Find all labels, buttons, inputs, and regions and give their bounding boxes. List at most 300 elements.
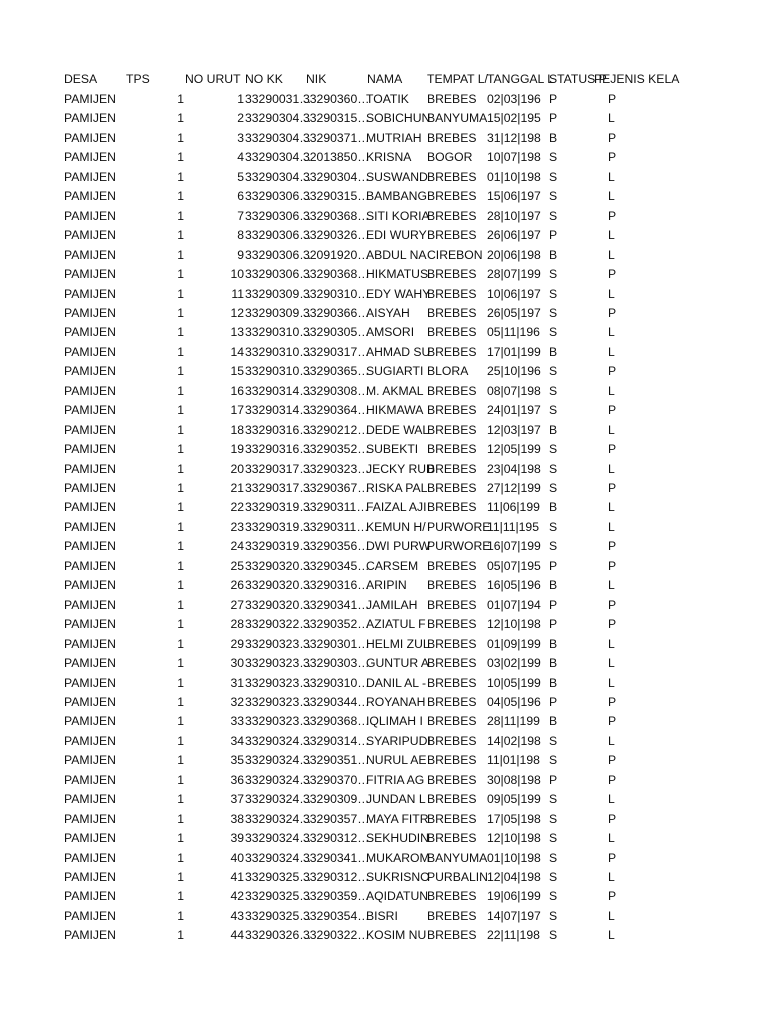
cell-no-urut: 12 [230,305,244,320]
cell-no-kk: 33290320… [245,578,312,593]
cell-no-urut: 37 [230,792,244,807]
cell-no-kk: 33290323… [245,636,312,651]
cell-tps: 1 [177,344,184,359]
cell-status: P [549,597,558,612]
cell-desa: PAMIJEN [64,325,116,340]
table-row [0,732,768,751]
table-row [0,557,768,576]
cell-nama: SUBEKTI [366,442,419,457]
cell-tanggal: 05|11|196 [487,325,540,340]
cell-no-urut: 38 [230,811,244,826]
cell-no-kk: 33290306… [245,267,312,282]
cell-no-urut: 42 [230,889,244,904]
cell-status: B [549,675,558,690]
cell-jenis: P [608,305,617,320]
cell-no-urut: 44 [230,928,244,943]
cell-nik: 33290341… [303,597,370,612]
cell-tanggal: 08|07|198 [487,383,541,398]
cell-tempat: BREBES [427,597,477,612]
cell-tanggal: 09|05|199 [487,792,541,807]
cell-nik: 33290359… [303,889,370,904]
cell-nik: 33290314… [303,733,370,748]
cell-no-kk: 33290324… [245,850,312,865]
cell-jenis: P [608,617,617,632]
cell-desa: PAMIJEN [64,169,116,184]
cell-no-urut: 28 [230,617,244,632]
cell-tempat: BREBES [427,305,477,320]
cell-jenis: P [608,597,617,612]
cell-no-kk: 33290306… [245,189,312,204]
cell-no-kk: 33290323… [245,694,312,709]
cell-no-kk: 33290324… [245,772,312,787]
cell-status: S [549,539,558,554]
cell-tanggal: 16|05|196 [487,578,541,593]
cell-tempat: BREBES [427,753,477,768]
cell-jenis: L [608,831,615,846]
cell-status: S [549,461,558,476]
cell-jenis: P [608,889,617,904]
cell-tanggal: 01|10|198 [487,169,541,184]
cell-status: P [549,558,558,573]
cell-nik: 33290352… [303,442,370,457]
cell-nama: HELMI ZUL [366,636,430,651]
cell-tempat: BREBES [427,694,477,709]
cell-status: B [549,578,558,593]
cell-nama: BAMBANG [366,189,427,204]
cell-tps: 1 [177,811,184,826]
cell-status: P [549,111,558,126]
cell-tempat: BREBES [427,344,477,359]
cell-tps: 1 [177,500,184,515]
cell-tps: 1 [177,656,184,671]
cell-tps: 1 [177,636,184,651]
cell-no-kk: 33290031… [245,92,312,106]
table-row [0,810,768,829]
table-row [0,790,768,809]
cell-no-kk: 33290324… [245,831,312,846]
cell-no-urut: 7 [237,208,244,223]
cell-no-urut: 33 [230,714,244,729]
cell-no-kk: 33290323… [245,656,312,671]
cell-tps: 1 [177,228,184,243]
cell-no-kk: 33290325… [245,870,312,884]
cell-no-kk: 33290310… [245,325,312,340]
cell-status: B [549,247,558,262]
cell-tps: 1 [177,305,184,320]
cell-nik: 33290352… [303,617,370,632]
cell-nik: 33290360… [303,92,370,106]
cell-no-urut: 35 [230,753,244,768]
cell-jenis: L [608,189,615,204]
cell-nik: 33290341… [303,850,370,865]
header-tanggal: TANGGAL L [487,72,555,86]
cell-nama: SUSWAND [366,169,428,184]
cell-desa: PAMIJEN [64,519,116,534]
cell-desa: PAMIJEN [64,870,116,884]
cell-nik: 33290310… [303,286,370,301]
cell-tps: 1 [177,92,184,106]
cell-desa: PAMIJEN [64,500,116,515]
cell-desa: PAMIJEN [64,461,116,476]
cell-tps: 1 [177,364,184,379]
cell-no-urut: 31 [230,675,244,690]
cell-nama: ABDUL NA [366,247,427,262]
cell-status: S [549,150,558,165]
cell-desa: PAMIJEN [64,422,116,437]
cell-no-kk: 33290309… [245,305,312,320]
table-row [0,674,768,693]
cell-jenis: L [608,675,615,690]
cell-nama: AQIDATUN [366,889,429,904]
cell-jenis: P [608,442,617,457]
cell-jenis: P [608,267,617,282]
cell-nama: TOATIK [366,92,409,106]
table-row [0,654,768,673]
cell-tanggal: 12|10|198 [487,617,541,632]
cell-no-kk: 33290325… [245,908,312,923]
cell-status: S [549,364,558,379]
cell-tanggal: 15|02|195 [487,111,541,126]
cell-tps: 1 [177,870,184,884]
cell-nama: AISYAH [366,305,410,320]
cell-tempat: PURWORE [427,519,491,534]
cell-no-kk: 33290314… [245,383,312,398]
cell-no-urut: 3 [237,130,244,145]
cell-desa: PAMIJEN [64,247,116,262]
cell-nik: 33290212… [303,422,370,437]
cell-no-kk: 33290323… [245,714,312,729]
cell-nama: FITRIA AG [366,772,425,787]
cell-status: S [549,850,558,865]
cell-tps: 1 [177,675,184,690]
cell-nama: SOBICHUN [366,111,431,126]
cell-status: P [549,772,558,787]
cell-desa: PAMIJEN [64,656,116,671]
cell-nik: 33290367… [303,481,370,495]
cell-desa: PAMIJEN [64,753,116,768]
cell-no-urut: 21 [230,481,244,495]
cell-tps: 1 [177,578,184,593]
cell-tps: 1 [177,383,184,398]
table-row [0,304,768,323]
cell-jenis: P [608,694,617,709]
cell-tempat: BREBES [427,656,477,671]
cell-nama: M. AKMAL [366,383,424,398]
cell-jenis: P [608,150,617,165]
cell-jenis: L [608,519,615,534]
header-nik: NIK [306,72,327,86]
cell-status: S [549,753,558,768]
cell-tempat: BREBES [427,208,477,223]
cell-tps: 1 [177,442,184,457]
cell-tempat: BREBES [427,811,477,826]
cell-jenis: L [608,286,615,301]
cell-nik: 33290311… [303,500,369,515]
cell-desa: PAMIJEN [64,578,116,593]
cell-tanggal: 19|06|199 [487,889,541,904]
cell-jenis: L [608,247,615,262]
cell-no-kk: 33290320… [245,597,312,612]
cell-tanggal: 17|01|199 [487,344,541,359]
cell-jenis: L [608,733,615,748]
cell-tps: 1 [177,169,184,184]
cell-no-kk: 33290309… [245,286,312,301]
cell-no-kk: 33290306… [245,247,312,262]
cell-jenis: P [608,364,617,379]
cell-tps: 1 [177,461,184,476]
cell-no-kk: 33290319… [245,519,312,534]
cell-nama: DWI PURW [366,539,431,554]
cell-nama: JAMILAH [366,597,418,612]
cell-tps: 1 [177,831,184,846]
cell-jenis: P [608,850,617,865]
table-row [0,90,768,109]
cell-tps: 1 [177,772,184,787]
cell-tanggal: 12|05|199 [487,442,541,457]
table-row [0,635,768,654]
cell-desa: PAMIJEN [64,831,116,846]
cell-tanggal: 16|07|199 [487,539,541,554]
cell-no-urut: 4 [237,150,244,165]
cell-tanggal: 25|10|196 [487,364,541,379]
cell-status: S [549,286,558,301]
table-row [0,712,768,731]
table-row [0,246,768,265]
cell-tempat: BREBES [427,636,477,651]
cell-jenis: L [608,792,615,807]
cell-no-urut: 27 [230,597,244,612]
cell-nik: 33290312… [303,831,370,846]
cell-no-kk: 33290306… [245,208,312,223]
cell-status: S [549,305,558,320]
cell-no-kk: 33290317… [245,481,312,495]
cell-no-urut: 29 [230,636,244,651]
cell-tanggal: 28|10|197 [487,208,541,223]
cell-tempat: BANYUMA [427,850,488,865]
cell-desa: PAMIJEN [64,908,116,923]
cell-no-kk: 33290310… [245,344,312,359]
cell-status: S [549,208,558,223]
table-row [0,168,768,187]
cell-status: P [549,92,558,106]
cell-no-kk: 33290316… [245,442,312,457]
cell-desa: PAMIJEN [64,344,116,359]
table-row [0,518,768,537]
cell-no-kk: 33290324… [245,792,312,807]
cell-tanggal: 20|06|198 [487,247,541,262]
cell-status: S [549,811,558,826]
cell-desa: PAMIJEN [64,442,116,457]
cell-desa: PAMIJEN [64,364,116,379]
cell-nama: HIKMAWA [366,403,424,418]
cell-desa: PAMIJEN [64,811,116,826]
cell-tempat: BREBES [427,286,477,301]
cell-tanggal: 01|09|199 [487,636,541,651]
cell-tps: 1 [177,286,184,301]
cell-tanggal: 17|05|198 [487,811,541,826]
table-row [0,907,768,926]
cell-jenis: L [608,908,615,923]
cell-desa: PAMIJEN [64,675,116,690]
cell-tempat: PURWORE [427,539,491,554]
cell-tempat: BREBES [427,228,477,243]
cell-nama: NURUL AE [366,753,427,768]
cell-tempat: BREBES [427,733,477,748]
cell-jenis: P [608,811,617,826]
table-row [0,849,768,868]
cell-nama: SUKRISNO [366,870,430,884]
cell-tps: 1 [177,481,184,495]
cell-tempat: BREBES [427,403,477,418]
cell-no-kk: 33290320… [245,558,312,573]
cell-tps: 1 [177,403,184,418]
cell-tps: 1 [177,753,184,768]
cell-tempat: BREBES [427,889,477,904]
cell-nama: HIKMATUS [366,267,429,282]
cell-nik: 33290365… [303,364,370,379]
cell-nik: 33290311… [303,519,369,534]
header-row [0,70,768,89]
cell-tps: 1 [177,850,184,865]
cell-tanggal: 27|12|199 [487,481,541,495]
cell-status: S [549,169,558,184]
cell-jenis: L [608,500,615,515]
cell-no-urut: 11 [231,286,244,301]
cell-nama: ROYANAH [366,694,426,709]
cell-tanggal: 28|11|199 [487,714,540,729]
cell-tps: 1 [177,130,184,145]
header-jenis: PEJENIS KELA [594,72,680,86]
cell-nama: CARSEM [366,558,419,573]
table-row [0,576,768,595]
cell-jenis: L [608,870,615,884]
cell-nik: 33290317… [303,344,370,359]
cell-tanggal: 26|06|197 [487,228,541,243]
cell-tempat: BLORA [427,364,469,379]
cell-desa: PAMIJEN [64,539,116,554]
cell-nik: 33290368… [303,714,370,729]
cell-tanggal: 12|10|198 [487,831,541,846]
cell-status: B [549,130,558,145]
table-row [0,148,768,167]
cell-tanggal: 14|02|198 [487,733,541,748]
cell-tempat: BREBES [427,500,477,515]
cell-jenis: P [608,539,617,554]
cell-no-kk: 33290310… [245,364,312,379]
cell-nama: ARIPIN [366,578,407,593]
cell-jenis: L [608,228,615,243]
cell-status: P [549,694,558,709]
cell-desa: PAMIJEN [64,792,116,807]
cell-no-urut: 5 [237,169,244,184]
cell-tanggal: 24|01|197 [487,403,541,418]
cell-no-urut: 2 [237,111,244,126]
cell-jenis: P [608,753,617,768]
cell-jenis: L [608,461,615,476]
cell-no-kk: 33290314… [245,403,312,418]
cell-status: B [549,656,558,671]
cell-tempat: BREBES [427,383,477,398]
cell-tempat: BREBES [427,908,477,923]
cell-nik: 33290315… [303,189,370,204]
header-nama: NAMA [367,72,403,86]
cell-desa: PAMIJEN [64,772,116,787]
cell-tps: 1 [177,267,184,282]
cell-nama: KOSIM NU [366,928,427,943]
table-row [0,109,768,128]
table-row [0,362,768,381]
cell-nik: 32013850… [303,150,370,165]
cell-no-urut: 20 [230,461,244,476]
cell-status: B [549,344,558,359]
cell-tps: 1 [177,325,184,340]
cell-no-urut: 15 [230,364,244,379]
table-row [0,382,768,401]
cell-tempat: BREBES [427,325,477,340]
cell-tanggal: 11|01|198 [487,753,540,768]
cell-nama: SITI KORIA [366,208,430,223]
cell-tempat: BREBES [427,714,477,729]
cell-nama: SEKHUDIN [366,831,429,846]
cell-status: S [549,383,558,398]
cell-status: S [549,733,558,748]
cell-nama: AMSORI [366,325,415,340]
cell-desa: PAMIJEN [64,228,116,243]
cell-tempat: BREBES [427,130,477,145]
cell-jenis: L [608,344,615,359]
table-row [0,285,768,304]
cell-jenis: L [608,656,615,671]
cell-nik: 33290357… [303,811,370,826]
cell-tempat: BREBES [427,928,477,943]
cell-tanggal: 01|10|198 [487,850,541,865]
table-row [0,829,768,848]
cell-tempat: BREBES [427,92,477,106]
table-row [0,887,768,906]
cell-no-kk: 33290324… [245,811,312,826]
cell-nama: IQLIMAH I [366,714,423,729]
table-row [0,751,768,770]
cell-jenis: P [608,481,617,495]
cell-nik: 33290351… [303,753,370,768]
cell-no-urut: 40 [230,850,244,865]
cell-nik: 33290304… [303,169,370,184]
cell-jenis: L [608,928,615,943]
cell-jenis: L [608,111,615,126]
cell-status: S [549,519,558,534]
cell-tps: 1 [177,792,184,807]
cell-nama: KEMUN H/ [366,519,426,534]
cell-no-kk: 33290319… [245,539,312,554]
cell-tempat: BREBES [427,442,477,457]
cell-desa: PAMIJEN [64,928,116,943]
cell-no-kk: 33290304… [245,169,312,184]
cell-tanggal: 12|04|198 [487,870,541,884]
cell-jenis: L [608,636,615,651]
cell-tanggal: 01|07|194 [487,597,541,612]
cell-status: P [549,228,558,243]
cell-nama: BISRI [366,908,398,923]
cell-jenis: L [608,422,615,437]
cell-tempat: BREBES [427,422,477,437]
cell-status: S [549,831,558,846]
cell-tps: 1 [177,247,184,262]
cell-no-urut: 16 [230,383,244,398]
cell-no-kk: 33290304… [245,130,312,145]
cell-tempat: BREBES [427,189,477,204]
cell-desa: PAMIJEN [64,481,116,495]
cell-no-urut: 14 [230,344,244,359]
